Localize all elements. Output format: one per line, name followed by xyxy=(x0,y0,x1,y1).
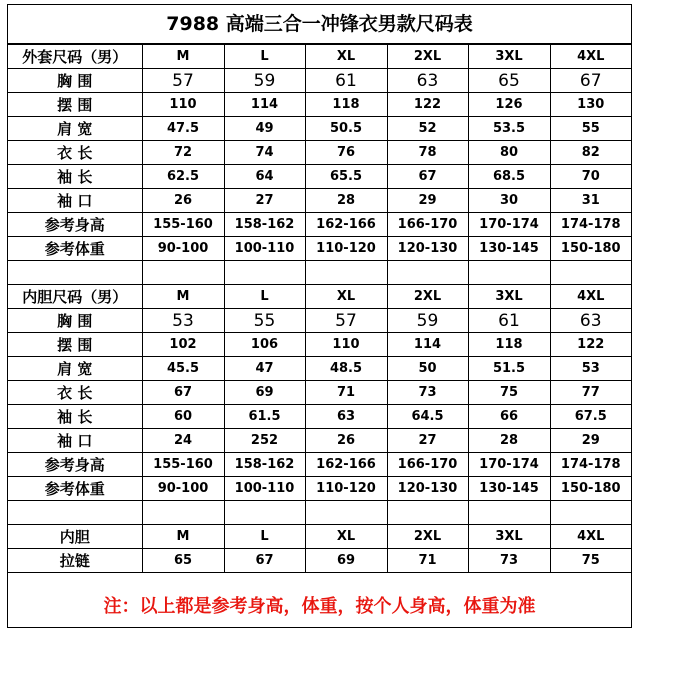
empty-cell xyxy=(8,261,142,285)
inner-table-row xyxy=(8,381,631,405)
measure-value: 60 xyxy=(142,405,224,429)
measure-value: 110-120 xyxy=(305,237,387,261)
size-header-cell: 4XL xyxy=(550,285,631,309)
inner-table-row xyxy=(8,453,631,477)
measure-value: 110 xyxy=(142,93,224,117)
measure-value: 110 xyxy=(305,333,387,357)
outer-table-row xyxy=(8,69,631,93)
inner-table-row xyxy=(8,357,631,381)
measure-value: 69 xyxy=(305,549,387,573)
measure-value: 63 xyxy=(387,69,468,93)
size-header-cell: 3XL xyxy=(468,525,550,549)
measure-value: 150-180 xyxy=(550,237,631,261)
measure-label: 参考身高 xyxy=(8,453,142,477)
size-header-cell: 2XL xyxy=(387,285,468,309)
size-header-cell: XL xyxy=(305,285,387,309)
empty-cell xyxy=(224,501,305,525)
size-header-cell: L xyxy=(224,525,305,549)
measure-value: 71 xyxy=(305,381,387,405)
measure-value: 67 xyxy=(142,381,224,405)
measure-value: 55 xyxy=(224,309,305,333)
measure-value: 162-166 xyxy=(305,213,387,237)
inner-header-row xyxy=(8,285,631,309)
measure-value: 29 xyxy=(550,429,631,453)
spacer-row xyxy=(8,261,631,285)
measure-value: 166-170 xyxy=(387,453,468,477)
outer-table-row xyxy=(8,93,631,117)
inner-table-row xyxy=(8,333,631,357)
measure-value: 90-100 xyxy=(142,237,224,261)
measure-value: 120-130 xyxy=(387,237,468,261)
measure-value: 67 xyxy=(550,69,631,93)
measure-value: 114 xyxy=(224,93,305,117)
measure-value: 67.5 xyxy=(550,405,631,429)
measure-value: 67 xyxy=(387,165,468,189)
measure-value: 64.5 xyxy=(387,405,468,429)
measure-value: 65 xyxy=(142,549,224,573)
measure-value: 114 xyxy=(387,333,468,357)
size-header-cell: 4XL xyxy=(550,45,631,69)
empty-cell xyxy=(468,501,550,525)
measure-value: 155-160 xyxy=(142,453,224,477)
outer-table-row xyxy=(8,237,631,261)
measure-value: 62.5 xyxy=(142,165,224,189)
measure-value: 252 xyxy=(224,429,305,453)
measure-value: 166-170 xyxy=(387,213,468,237)
zipper-table-row xyxy=(8,549,631,573)
measure-value: 55 xyxy=(550,117,631,141)
measure-value: 100-110 xyxy=(224,237,305,261)
measure-value: 28 xyxy=(468,429,550,453)
section-label: 外套尺码（男） xyxy=(8,45,142,69)
measure-value: 71 xyxy=(387,549,468,573)
size-header-cell: 2XL xyxy=(387,45,468,69)
measure-value: 47.5 xyxy=(142,117,224,141)
chart-title: 7988 高端三合一冲锋衣男款尺码表 xyxy=(8,5,631,44)
measure-value: 74 xyxy=(224,141,305,165)
measure-value: 27 xyxy=(224,189,305,213)
measure-value: 76 xyxy=(305,141,387,165)
measure-label: 衣 长 xyxy=(8,141,142,165)
measure-value: 64 xyxy=(224,165,305,189)
measure-value: 120-130 xyxy=(387,477,468,501)
measure-label: 胸 围 xyxy=(8,309,142,333)
size-header-cell: L xyxy=(224,285,305,309)
measure-value: 102 xyxy=(142,333,224,357)
measure-label: 参考体重 xyxy=(8,237,142,261)
measure-value: 68.5 xyxy=(468,165,550,189)
measure-value: 170-174 xyxy=(468,453,550,477)
measure-value: 67 xyxy=(224,549,305,573)
outer-table-row xyxy=(8,141,631,165)
size-header-cell: XL xyxy=(305,525,387,549)
measure-value: 78 xyxy=(387,141,468,165)
measure-value: 47 xyxy=(224,357,305,381)
measure-value: 122 xyxy=(387,93,468,117)
outer-table-row xyxy=(8,189,631,213)
zipper-header-row xyxy=(8,525,631,549)
empty-cell xyxy=(387,261,468,285)
measure-value: 158-162 xyxy=(224,453,305,477)
measure-label: 参考体重 xyxy=(8,477,142,501)
size-chart-sheet xyxy=(7,4,632,628)
measure-label: 肩 宽 xyxy=(8,117,142,141)
section-label: 内胆 xyxy=(8,525,142,549)
measure-label: 摆 围 xyxy=(8,93,142,117)
outer-header-row xyxy=(8,45,631,69)
measure-value: 51.5 xyxy=(468,357,550,381)
measure-value: 72 xyxy=(142,141,224,165)
size-header-cell: 3XL xyxy=(468,45,550,69)
empty-cell xyxy=(142,261,224,285)
measure-value: 130-145 xyxy=(468,237,550,261)
size-header-cell: 2XL xyxy=(387,525,468,549)
empty-cell xyxy=(305,261,387,285)
measure-value: 174-178 xyxy=(550,213,631,237)
measure-value: 122 xyxy=(550,333,631,357)
measure-value: 31 xyxy=(550,189,631,213)
measure-label: 参考身高 xyxy=(8,213,142,237)
measure-value: 53.5 xyxy=(468,117,550,141)
measure-label: 胸 围 xyxy=(8,69,142,93)
empty-cell xyxy=(550,261,631,285)
measure-value: 75 xyxy=(550,549,631,573)
spacer-row xyxy=(8,501,631,525)
measure-value: 155-160 xyxy=(142,213,224,237)
empty-cell xyxy=(468,261,550,285)
measure-value: 170-174 xyxy=(468,213,550,237)
size-header-cell: M xyxy=(142,285,224,309)
measure-value: 30 xyxy=(468,189,550,213)
size-header-cell: M xyxy=(142,45,224,69)
size-header-cell: L xyxy=(224,45,305,69)
measure-value: 75 xyxy=(468,381,550,405)
measure-value: 57 xyxy=(142,69,224,93)
measure-value: 65 xyxy=(468,69,550,93)
measure-label: 袖 长 xyxy=(8,405,142,429)
reference-note: 注：以上都是参考身高，体重，按个人身高，体重为准 xyxy=(103,596,536,617)
size-table xyxy=(8,44,631,573)
measure-value: 66 xyxy=(468,405,550,429)
measure-value: 126 xyxy=(468,93,550,117)
outer-table-row xyxy=(8,165,631,189)
measure-value: 80 xyxy=(468,141,550,165)
size-header-cell: 3XL xyxy=(468,285,550,309)
measure-value: 69 xyxy=(224,381,305,405)
measure-value: 70 xyxy=(550,165,631,189)
measure-value: 50.5 xyxy=(305,117,387,141)
measure-value: 49 xyxy=(224,117,305,141)
inner-table-row xyxy=(8,477,631,501)
section-label: 内胆尺码（男） xyxy=(8,285,142,309)
measure-value: 61 xyxy=(468,309,550,333)
measure-value: 53 xyxy=(550,357,631,381)
measure-value: 26 xyxy=(305,429,387,453)
measure-value: 130 xyxy=(550,93,631,117)
measure-value: 106 xyxy=(224,333,305,357)
measure-value: 59 xyxy=(224,69,305,93)
outer-table-row xyxy=(8,117,631,141)
measure-value: 118 xyxy=(468,333,550,357)
measure-value: 130-145 xyxy=(468,477,550,501)
measure-value: 63 xyxy=(550,309,631,333)
measure-value: 61 xyxy=(305,69,387,93)
empty-cell xyxy=(8,501,142,525)
measure-value: 50 xyxy=(387,357,468,381)
size-header-cell: XL xyxy=(305,45,387,69)
measure-value: 28 xyxy=(305,189,387,213)
measure-value: 26 xyxy=(142,189,224,213)
measure-label: 袖 长 xyxy=(8,165,142,189)
inner-table-row xyxy=(8,309,631,333)
inner-table-row xyxy=(8,405,631,429)
measure-label: 拉链 xyxy=(8,549,142,573)
measure-value: 73 xyxy=(387,381,468,405)
measure-value: 61.5 xyxy=(224,405,305,429)
empty-cell xyxy=(550,501,631,525)
measure-label: 肩 宽 xyxy=(8,357,142,381)
measure-value: 63 xyxy=(305,405,387,429)
measure-value: 174-178 xyxy=(550,453,631,477)
measure-value: 73 xyxy=(468,549,550,573)
measure-value: 27 xyxy=(387,429,468,453)
measure-label: 摆 围 xyxy=(8,333,142,357)
measure-value: 24 xyxy=(142,429,224,453)
empty-cell xyxy=(142,501,224,525)
measure-label: 袖 口 xyxy=(8,189,142,213)
measure-label: 衣 长 xyxy=(8,381,142,405)
measure-value: 82 xyxy=(550,141,631,165)
measure-value: 57 xyxy=(305,309,387,333)
empty-cell xyxy=(305,501,387,525)
empty-cell xyxy=(224,261,305,285)
measure-value: 77 xyxy=(550,381,631,405)
outer-table-row xyxy=(8,213,631,237)
inner-table-row xyxy=(8,429,631,453)
measure-value: 100-110 xyxy=(224,477,305,501)
measure-value: 53 xyxy=(142,309,224,333)
measure-value: 29 xyxy=(387,189,468,213)
measure-value: 118 xyxy=(305,93,387,117)
measure-label: 袖 口 xyxy=(8,429,142,453)
measure-value: 150-180 xyxy=(550,477,631,501)
measure-value: 52 xyxy=(387,117,468,141)
size-header-cell: 4XL xyxy=(550,525,631,549)
measure-value: 65.5 xyxy=(305,165,387,189)
measure-value: 162-166 xyxy=(305,453,387,477)
measure-value: 59 xyxy=(387,309,468,333)
measure-value: 45.5 xyxy=(142,357,224,381)
measure-value: 110-120 xyxy=(305,477,387,501)
measure-value: 90-100 xyxy=(142,477,224,501)
empty-cell xyxy=(387,501,468,525)
measure-value: 158-162 xyxy=(224,213,305,237)
size-header-cell: M xyxy=(142,525,224,549)
measure-value: 48.5 xyxy=(305,357,387,381)
